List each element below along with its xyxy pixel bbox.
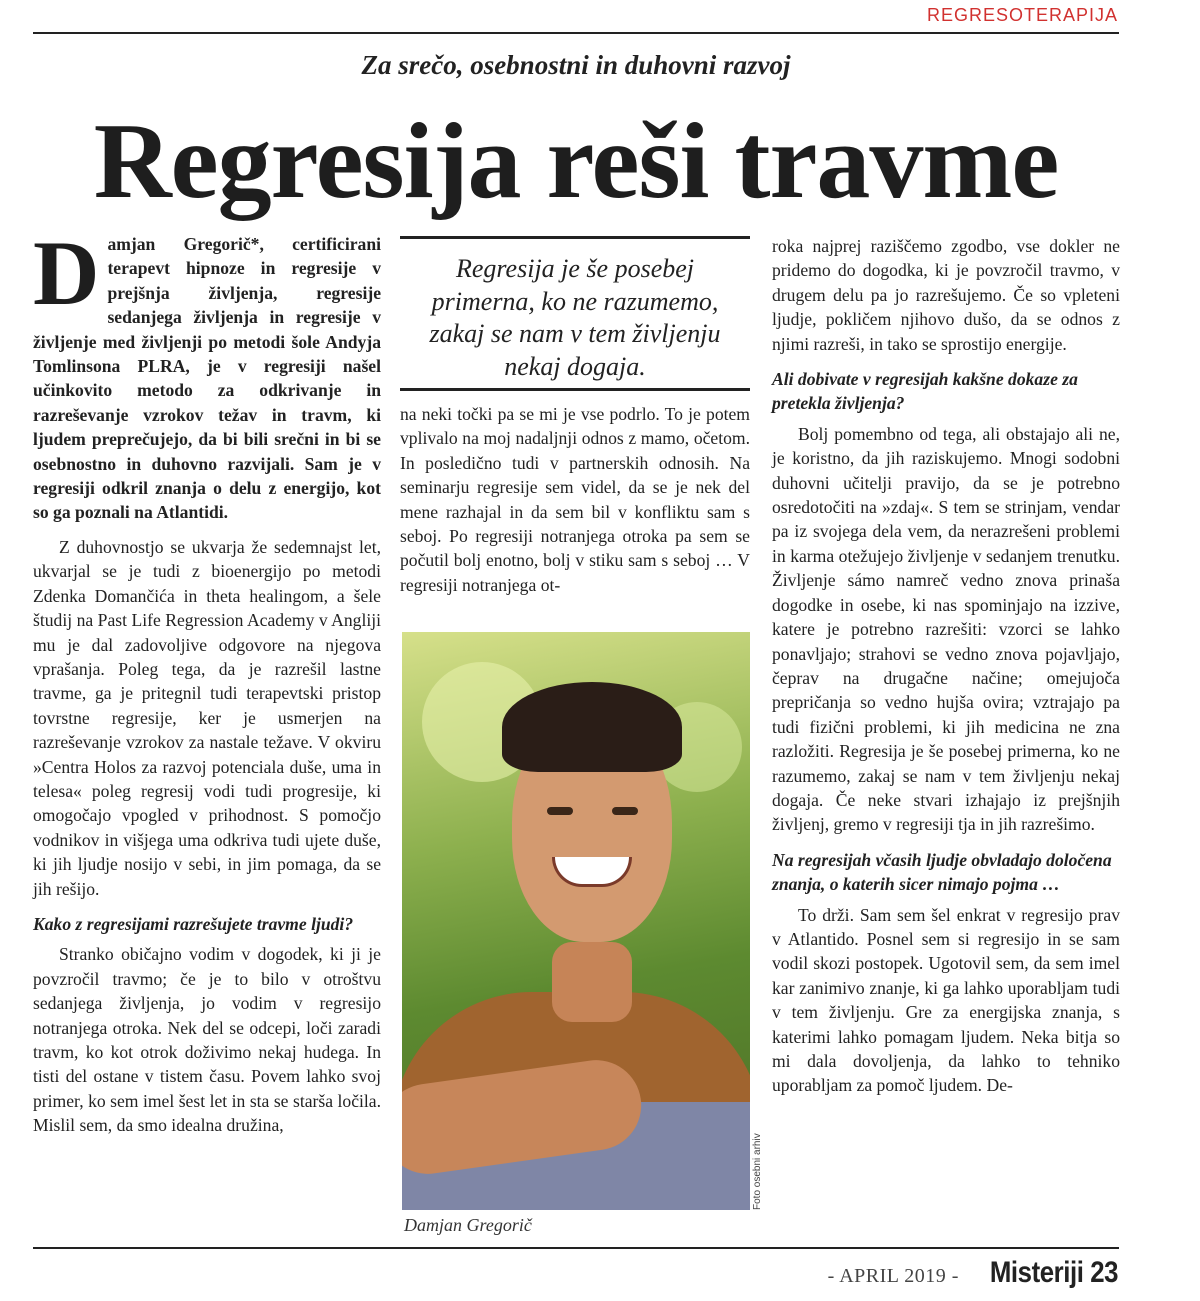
lead-paragraph (33, 222, 381, 525)
interview-question: Ali dobivate v regresijah kakšne dokaze za pretekla življenja? (772, 369, 1078, 414)
page-folio (828, 1256, 1118, 1290)
paragraph: To drži. Sam sem šel enkrat v regresijo prav v Atlantido. Posnel sem si regresijo in se sam vodil skozi postopek. Ugotovil sem, da sem imel kar zanimivo znanje, ki ga lahko uporabljam tudi v tem življenju. Gre za energijska znanja, s katerimi lahko pomagam ljudem. Neka bitja so mi dala dovoljenja, da lahko to tehniko uporabljam za pomoč ljudem. De- (772, 904, 1120, 1096)
photo-caption: Damjan Gregorič (404, 1215, 532, 1235)
magazine-page: Misteriji 23 (989, 1256, 1118, 1289)
portrait-photo (402, 632, 750, 1210)
bottom-rule (33, 1247, 1119, 1249)
paragraph: Z duhovnostjo se ukvarja že sedemnajst let, ukvarjal se je tudi z bioenergijo po metodi Zdenka Domančića in theta healingom, a šele študij na Past Life Regression Academy v Angliji mu je dal zadovoljive odgovore na njegova vprašanja. Poleg tega, da je razrešil lastne travme, ga je pritegnil tudi terapevtski pristop tovrstne regresije, ker je usmerjen na razreševanje vzrokov za nastale težave. V okviru »Centra Holos za razvoj potenciala duše, uma in telesa« poleg regresij vodi tudi progresije, ki omogočajo vpogled v prihodnost. S pomočjo vodnikov in višjega uma odkriva tudi ujete duše, ki jih ljudje nosijo v sebi, in jim pomaga, da se jih rešijo. (33, 536, 381, 899)
section-label: REGRESOTERAPIJA (926, 5, 1118, 25)
interview-question: Kako z regresijami razrešujete travme ljudi? (33, 913, 354, 934)
issue-date: - APRIL 2019 - (827, 1265, 959, 1287)
drop-cap: D (33, 222, 100, 324)
pull-quote: Regresija je še posebej primerna, ko ne razumemo, zakaj se nam v tem življenju nekaj dogaja. (400, 236, 750, 391)
column-3 (772, 234, 1120, 1098)
article-subtitle: Za srečo, osebnostni in duhovni razvoj (361, 50, 791, 80)
top-rule (33, 32, 1119, 34)
paragraph: roka najprej raziščemo zgodbo, vse dokler ne pridemo do dogodka, ki je povzročil travmo, v drugem delu pa jo razrešujemo. Če so vpleteni ljudje, pokličem njihovo dušo, da se odnos z njimi razreši, in tako se sprostijo energije. (772, 236, 1120, 354)
photo-credit: Foto osebni arhiv (752, 1133, 763, 1210)
column-2 (400, 402, 750, 597)
paragraph: Stranko običajno vodim v dogodek, ki ji je povzročil travmo; če je to bilo v otroštvu sedanjega življenja, jo vodim v regresijo notranjega otroka. Nek del se odcepi, loči zaradi travm, ko kot otrok doživimo nekaj hudega. In tisti del ostane v tistem času. Povem lahko svoj primer, ko sem imel šest let in sta se starša ločila. Mislil sem, da smo idealna družina, (33, 944, 381, 1136)
lead-text: amjan Gregorič*, certificirani terapevt hipnoze in regresije v prejšnja življenja, regresije sedanjega življenja in regresije v življenje med življenji po metodi šole Andyja Tomlinsona PLRA, je v regresiji našel učinkovito metodo za odkrivanje in razreševanje vzrokov težav in travm, ki ljudem preprečujejo, da bi bili srečni in bi se osebnostno in duhovno razvijali. Sam je v regresiji odkril znanja o delu z energijo, kot so ga poznali na Atlantidi. (33, 234, 381, 523)
article-title: Regresija reši travme (93, 102, 1059, 221)
paragraph: na neki točki pa se mi je vse podrlo. To je potem vplivalo na moj nadaljnji odnos z mamo, očetom. In posledično tudi v partnerskih odnosih. Na seminarju regresije sem videl, da se je nek del mene razhajal in da sem bil v konfliktu sam s seboj. Po regresiji notranjega otroka pa sem se počutil bolj enotno, bolj v stiku sam s seboj … V regresiji notranjega ot- (400, 404, 750, 595)
interview-question: Na regresijah včasih ljudje obvladajo določena znanja, o katerih sicer nimajo pojma … (772, 849, 1112, 895)
column-1 (33, 222, 381, 1138)
paragraph: Bolj pomembno od tega, ali obstajajo ali ne, je koristno, da jih raziskujemo. Mnogi sodobni duhovni učitelji pravijo, da se je potrebno osredotočiti na »zdaj«. S tem se strinjam, vendar pa iz svojega dela vem, da nerazrešeni problemi in karma otežujejo življenje v sedanjem trenutku. Življenje sámo namreč vedno znova prinaša dogodke in osebe, ki nas spominjajo na izzive, katere je potrebno razrešiti: vzorci se lahko ponavljajo; strahovi se vedno znova pojavljajo, čeprav na drugačne načine; omejujoča prepričanja so vedno hujša ovira; vztrajajo pa tudi fizični problemi, ki jih medicina ne zna razložiti. Regresija je še posebej primerna, ko ne razumemo, zakaj se nam v tem življenju nekaj dogaja. Če neke stvari izhajajo iz prejšnjih življenj, gremo v regresiji tja in jih razrešimo. (772, 423, 1120, 835)
